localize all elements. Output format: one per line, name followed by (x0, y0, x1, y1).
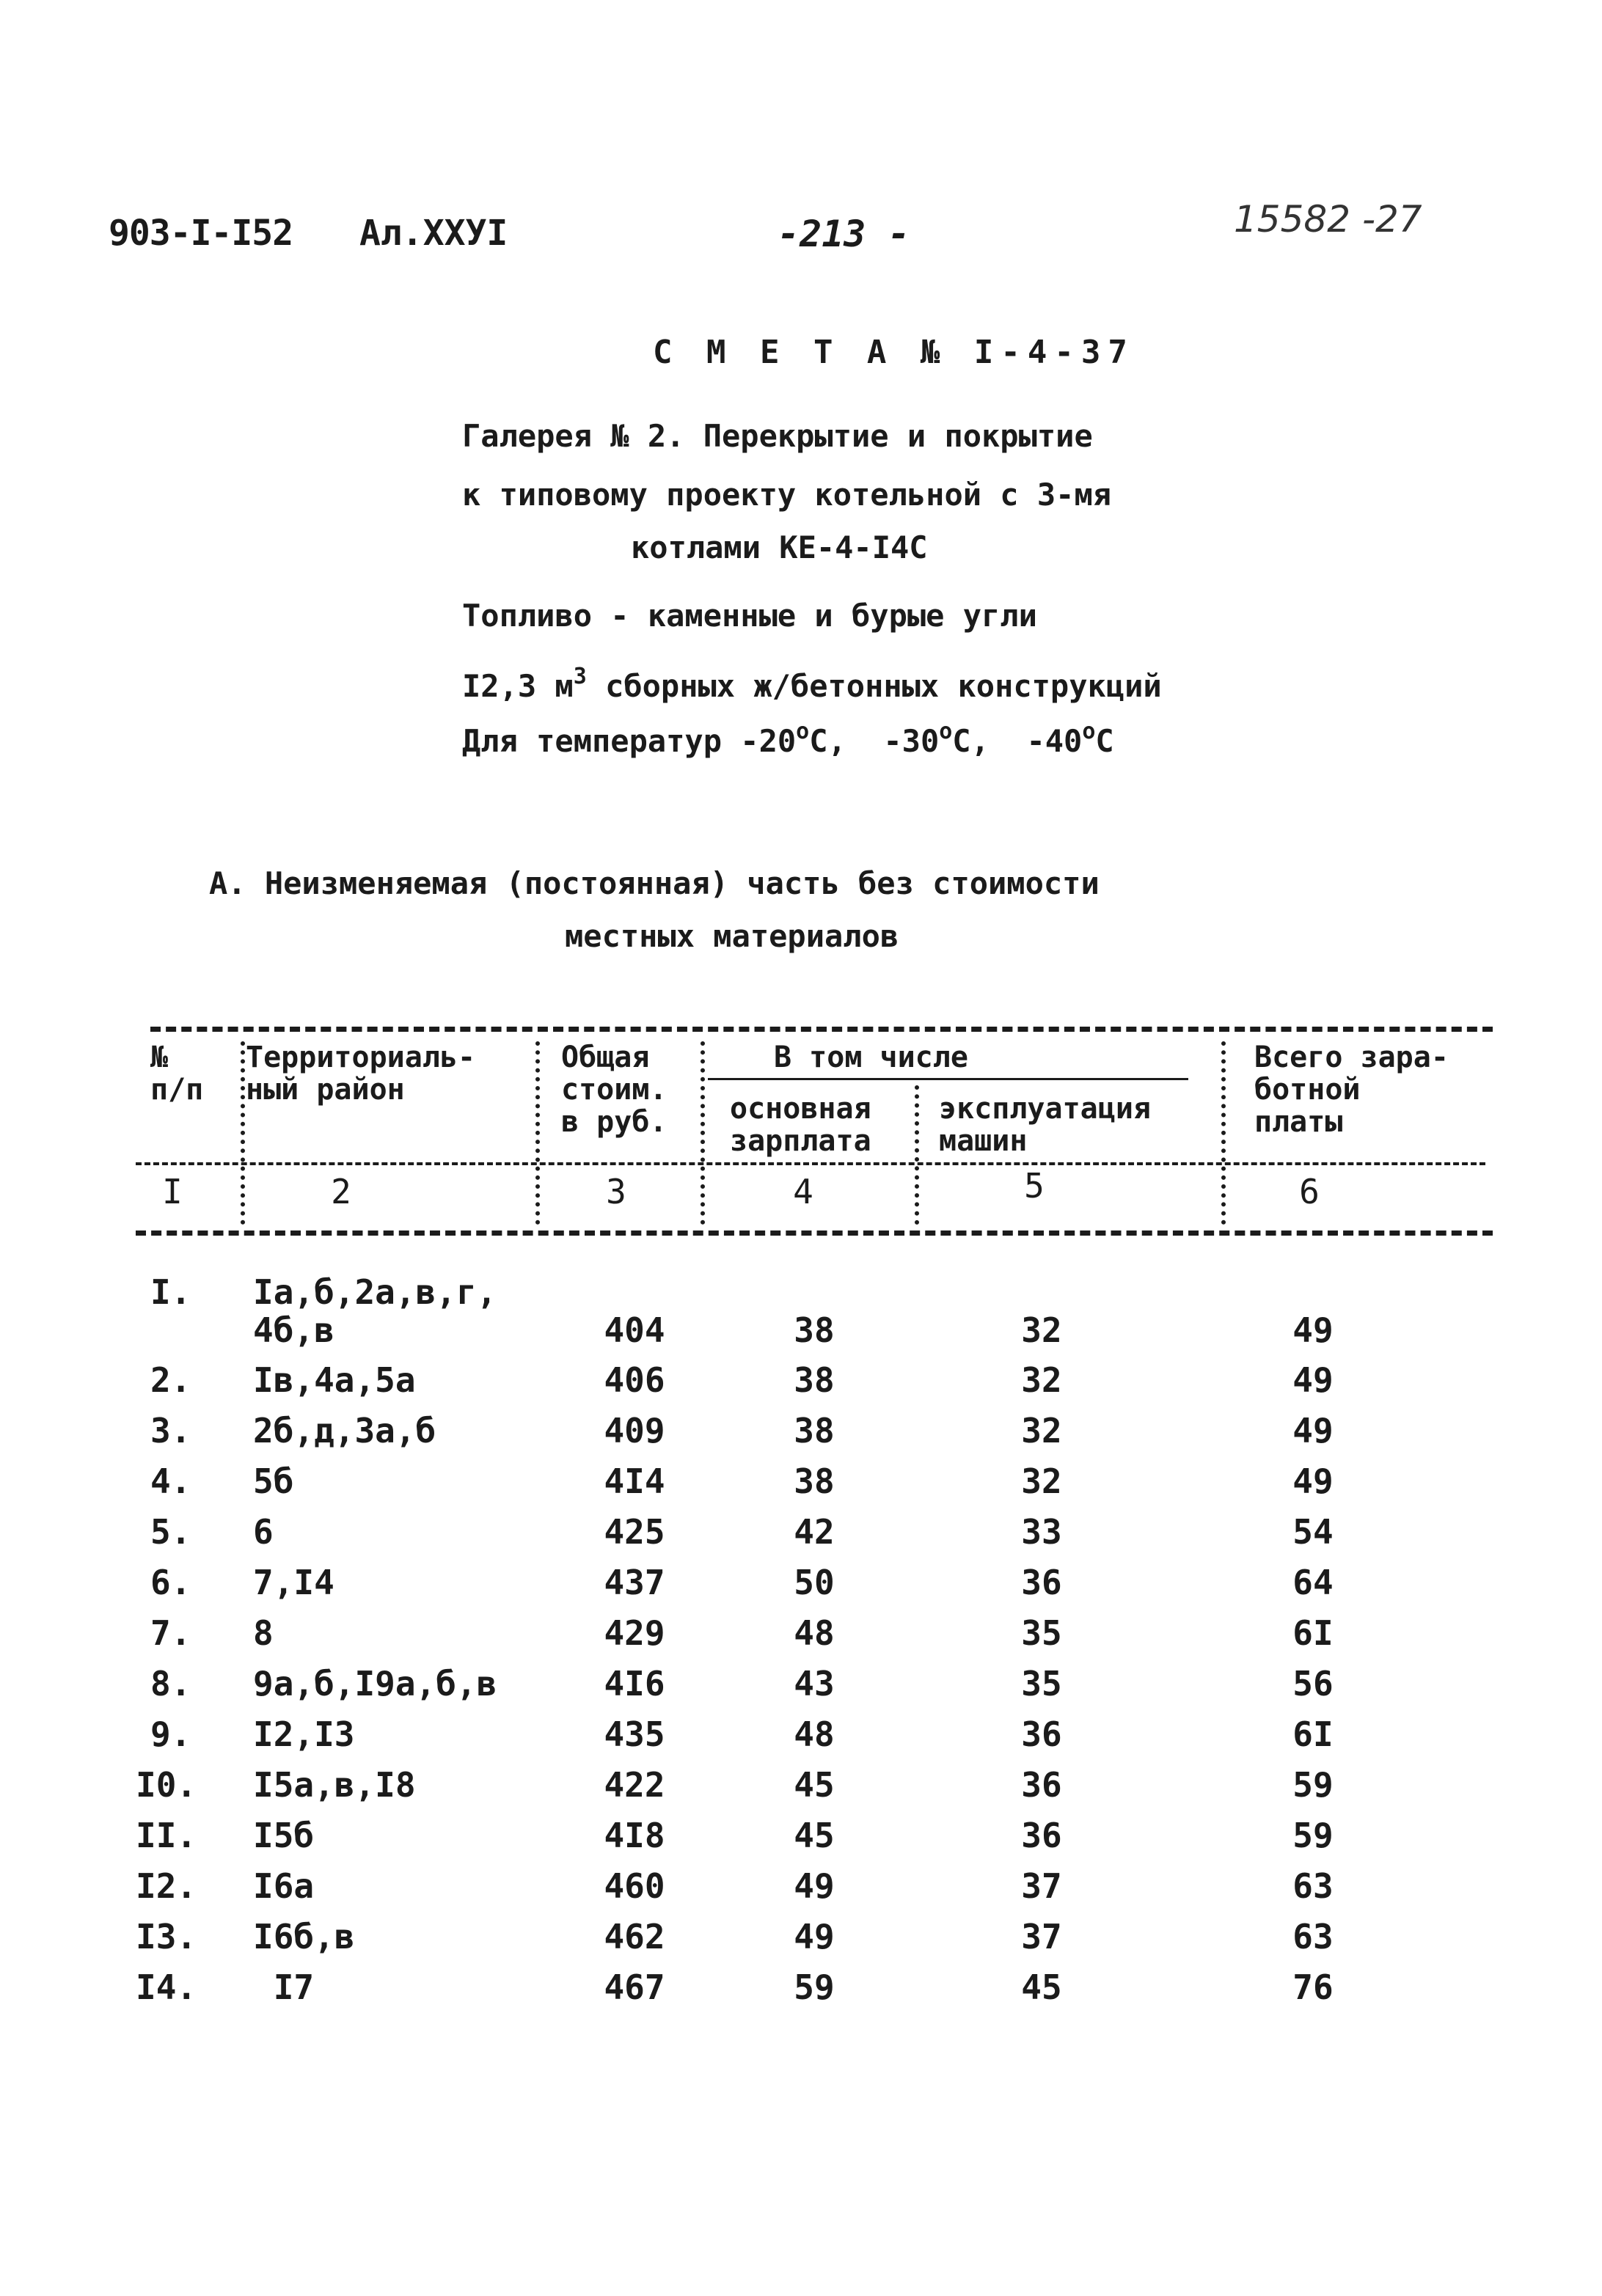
base-wage: 48 (794, 1714, 835, 1754)
temp-3: -40 (1026, 723, 1083, 759)
estimate-title: С М Е Т А № I-4-37 (653, 334, 1135, 371)
total-wages: 49 (1292, 1360, 1334, 1400)
territory: I7 (253, 1967, 315, 2007)
row-number: I0. (136, 1765, 197, 1805)
total-cost: 4I8 (604, 1816, 665, 1855)
machine-operation: 35 (1021, 1664, 1062, 1703)
row-number: I. (150, 1272, 191, 1312)
machine-operation: 37 (1021, 1866, 1062, 1906)
temp-2-unit: С, (952, 723, 990, 759)
archive-stamp-number: 15582 -27 (1234, 198, 1422, 241)
territory: I5б (253, 1816, 315, 1855)
total-cost: 422 (604, 1765, 665, 1805)
total-cost: 404 (604, 1310, 665, 1350)
header-total-wages: Всего зара- ботной платы (1254, 1041, 1449, 1139)
table-row (0, 1360, 1602, 1410)
table-row (0, 1917, 1602, 1967)
territory: I6б,в (253, 1917, 355, 1956)
base-wage: 38 (794, 1411, 835, 1450)
degree-mark: о (939, 719, 953, 744)
table-row (0, 1563, 1602, 1613)
machine-operation: 35 (1021, 1613, 1062, 1653)
row-number: I2. (136, 1866, 197, 1906)
fuel-line: Топливо - каменные и бурые угли (462, 598, 1037, 634)
base-wage: 38 (794, 1310, 835, 1350)
column-divider (915, 1085, 919, 1225)
table-row (0, 1816, 1602, 1866)
total-cost: 4I4 (604, 1461, 665, 1501)
table-row (0, 1411, 1602, 1461)
machine-operation: 36 (1021, 1816, 1062, 1855)
table-row (0, 1461, 1602, 1511)
total-cost: 460 (604, 1866, 665, 1906)
table-row (0, 1866, 1602, 1916)
base-wage: 49 (794, 1917, 835, 1956)
table-row (0, 1967, 1602, 2017)
temp-1: -20 (740, 723, 797, 759)
territory: 8 (253, 1613, 274, 1653)
header-territory: Территориаль- ный район (246, 1041, 476, 1107)
territory: 6 (253, 1512, 274, 1552)
row-number: 9. (150, 1714, 191, 1754)
machine-operation: 32 (1021, 1411, 1062, 1450)
territory: I5а,в,I8 (253, 1765, 416, 1805)
base-wage: 45 (794, 1816, 835, 1855)
row-number: 8. (150, 1664, 191, 1703)
total-cost: 462 (604, 1917, 665, 1956)
table-row (0, 1272, 1602, 1350)
territory: 5б (253, 1461, 294, 1501)
machine-operation: 37 (1021, 1917, 1062, 1956)
column-number: 3 (606, 1172, 626, 1211)
territory: I6а (253, 1866, 315, 1906)
machine-operation: 36 (1021, 1765, 1062, 1805)
column-divider (1221, 1041, 1226, 1225)
total-wages: 59 (1292, 1765, 1334, 1805)
machine-operation: 32 (1021, 1310, 1062, 1350)
base-wage: 59 (794, 1967, 835, 2007)
temp-3-unit: С (1095, 723, 1114, 759)
territory: 7,I4 (253, 1563, 334, 1602)
territory-continued: 4б,в (253, 1310, 334, 1350)
total-cost: 409 (604, 1411, 665, 1450)
table-row (0, 1765, 1602, 1815)
table-row (0, 1714, 1602, 1764)
row-number: I3. (136, 1917, 197, 1956)
volume-value: I2,3 м (462, 668, 574, 704)
document-code: 903-I-I52 (109, 213, 293, 254)
table-row (0, 1613, 1602, 1663)
base-wage: 43 (794, 1664, 835, 1703)
total-wages: 59 (1292, 1816, 1334, 1855)
machine-operation: 45 (1021, 1967, 1062, 2007)
column-number: 6 (1299, 1172, 1320, 1211)
section-heading-line-1: А. Неизменяемая (постоянная) часть без стоимости (209, 865, 1100, 901)
temp-1-unit: С, (809, 723, 846, 759)
header-total-cost: Общая стоим. в руб. (561, 1041, 668, 1139)
estimate-subject-line-1: Галерея № 2. Перекрытие и покрытие (462, 418, 1093, 454)
row-number: 4. (150, 1461, 191, 1501)
row-number: 3. (150, 1411, 191, 1450)
total-wages: 64 (1292, 1563, 1334, 1602)
territory: I2,I3 (253, 1714, 355, 1754)
total-wages: 49 (1292, 1461, 1334, 1501)
row-number: 2. (150, 1360, 191, 1400)
row-number: I4. (136, 1967, 197, 2007)
total-wages: 49 (1292, 1310, 1334, 1350)
page-number: -213 - (778, 213, 910, 255)
total-cost: 467 (604, 1967, 665, 2007)
album-number: Ал.XXУI (359, 213, 508, 254)
degree-mark: о (1082, 719, 1096, 744)
total-wages: 6I (1292, 1613, 1334, 1653)
base-wage: 45 (794, 1765, 835, 1805)
table-top-rule (150, 1027, 1493, 1032)
base-wage: 49 (794, 1866, 835, 1906)
total-wages: 54 (1292, 1512, 1334, 1552)
machine-operation: 32 (1021, 1360, 1062, 1400)
territory: 2б,д,3а,б (253, 1411, 436, 1450)
base-wage: 48 (794, 1613, 835, 1653)
machine-operation: 36 (1021, 1563, 1062, 1602)
temperatures-line (462, 719, 1114, 759)
incl-underline (708, 1078, 1188, 1080)
column-divider (701, 1041, 705, 1225)
table-row (0, 1512, 1602, 1562)
total-cost: 4I6 (604, 1664, 665, 1703)
row-number: II. (136, 1816, 197, 1855)
temperatures-label: Для температур (462, 723, 741, 759)
total-wages: 76 (1292, 1967, 1334, 2007)
column-number: 5 (1024, 1166, 1045, 1206)
total-wages: 56 (1292, 1664, 1334, 1703)
column-number: 4 (793, 1172, 813, 1211)
column-divider (241, 1041, 245, 1225)
table-header-bottom-rule (136, 1230, 1493, 1236)
estimate-subject-line-3: котлами КЕ-4-I4С (631, 529, 928, 565)
estimate-subject-line-2: к типовому проекту котельной с 3-мя (462, 477, 1112, 513)
volume-unit-exponent: 3 (573, 664, 587, 689)
total-cost: 437 (604, 1563, 665, 1602)
header-base-wage: основная зарплата (730, 1092, 871, 1158)
territory: 9а,б,I9а,б,в (253, 1664, 497, 1703)
volume-line (462, 664, 1162, 704)
table-row (0, 1664, 1602, 1714)
territory: Iв,4а,5а (253, 1360, 416, 1400)
machine-operation: 32 (1021, 1461, 1062, 1501)
column-number: 2 (331, 1172, 351, 1211)
total-cost: 435 (604, 1714, 665, 1754)
header-no: № п/п (150, 1041, 204, 1107)
section-heading-line-2: местных материалов (565, 918, 899, 954)
total-wages: 49 (1292, 1411, 1334, 1450)
machine-operation: 36 (1021, 1714, 1062, 1754)
total-wages: 6I (1292, 1714, 1334, 1754)
header-separator-rule (136, 1162, 1485, 1165)
column-divider (535, 1041, 540, 1225)
row-number: 5. (150, 1512, 191, 1552)
volume-description: сборных ж/бетонных конструкций (586, 668, 1162, 704)
base-wage: 50 (794, 1563, 835, 1602)
header-including: В том числе (774, 1041, 968, 1074)
total-wages: 63 (1292, 1866, 1334, 1906)
row-number: 7. (150, 1613, 191, 1653)
total-cost: 429 (604, 1613, 665, 1653)
column-number: I (162, 1172, 183, 1211)
base-wage: 38 (794, 1461, 835, 1501)
row-number: 6. (150, 1563, 191, 1602)
degree-mark: о (796, 719, 810, 744)
total-wages: 63 (1292, 1917, 1334, 1956)
base-wage: 42 (794, 1512, 835, 1552)
header-machines: эксплуатация машин (939, 1092, 1151, 1158)
machine-operation: 33 (1021, 1512, 1062, 1552)
territory: Iа,б,2а,в,г, (253, 1272, 497, 1312)
base-wage: 38 (794, 1360, 835, 1400)
total-cost: 406 (604, 1360, 665, 1400)
total-cost: 425 (604, 1512, 665, 1552)
temp-2: -30 (883, 723, 940, 759)
